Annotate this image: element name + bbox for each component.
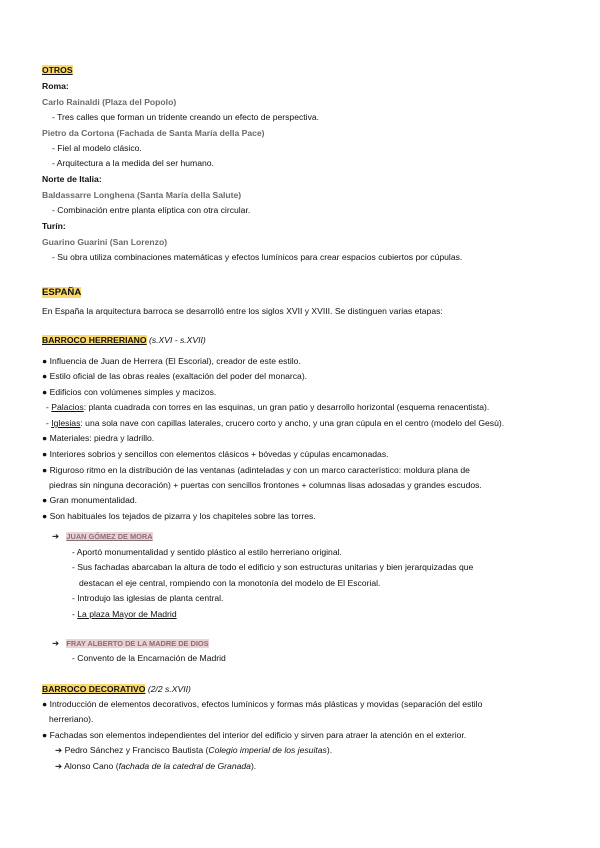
bullet-icon: ● — [42, 371, 48, 381]
author-text: Alonso Cano ( — [64, 761, 119, 771]
mora-point-4 — [72, 608, 177, 620]
list-item-text: Riguroso ritmo en la distribución de las ventanas (adinteladas y con un marco característico: moldura plana de — [49, 465, 470, 475]
espana-intro: En España la arquitectura barroca se desarrolló entre los siglos XVII y XVIII. Se distinguen varias etapas: — [42, 306, 443, 316]
bullet-icon: ● — [42, 465, 48, 475]
decorativo-heading-text: BARROCO DECORATIVO — [42, 684, 146, 694]
author-item — [55, 744, 332, 756]
bullet-icon: ● — [42, 387, 48, 397]
arrow-icon: ➔ — [52, 531, 60, 541]
fray-name: FRAY ALBERTO DE LA MADRE DE DIOS — [66, 639, 209, 648]
dash: - — [72, 609, 78, 619]
list-item — [42, 432, 154, 444]
work-title: Colegio imperial de los jesuitas — [208, 745, 327, 755]
guarini-point: - Su obra utiliza combinaciones matemáticas y efectos lumínicos para crear espacios cubiertos por cúpulas. — [52, 252, 463, 262]
list-item — [42, 355, 301, 367]
arrow-icon: ➔ — [52, 638, 60, 648]
cortona-title: Pietro da Cortona (Fachada de Santa María della Pace) — [42, 128, 265, 138]
list-item — [42, 494, 137, 506]
mora-point-2-continuation: destacan el eje central, rompiendo con la monotonía del modelo de El Escorial. — [79, 578, 381, 588]
list-item-text: Materiales: piedra y ladrillo. — [49, 433, 155, 443]
author-text: Pedro Sánchez y Francisco Bautista ( — [64, 745, 209, 755]
arrow-icon: ➔ — [55, 745, 63, 755]
bullet-icon: ● — [42, 730, 48, 740]
palacios-item: - Palacios: planta cuadrada con torres en las esquinas, un gran patio y desarrollo horizontal (esquema renacentista). — [46, 402, 490, 412]
rainaldi-title: Carlo Rainaldi (Plaza del Popolo) — [42, 97, 177, 107]
list-item — [42, 729, 466, 741]
longhena-title: Baldassarre Longhena (Santa María della Salute) — [42, 190, 242, 200]
author-item — [55, 760, 256, 772]
bullet-icon: ● — [42, 449, 48, 459]
cortona-point-1: - Fiel al modelo clásico. — [52, 143, 142, 153]
palacios-text: : planta cuadrada con torres en las esquinas, un gran patio y desarrollo horizontal (esquema renacentista). — [83, 402, 490, 412]
work-title: fachada de la catedral de Granada — [118, 761, 251, 771]
list-item-text: Fachadas son elementos independientes del interior del edificio y sirven para atraer la atención en el exterior. — [49, 730, 467, 740]
mora-point-3: - Introdujo las iglesias de planta central. — [72, 593, 224, 603]
rainaldi-point: - Tres calles que forman un tridente creando un efecto de perspectiva. — [52, 112, 320, 122]
espana-heading-text: ESPAÑA — [42, 287, 82, 298]
cortona-point-2: - Arquitectura a la medida del ser humano. — [52, 158, 214, 168]
bullet-icon: ● — [42, 433, 48, 443]
mora-name: JUAN GÓMEZ DE MORA — [66, 532, 153, 541]
list-item — [42, 370, 307, 382]
herreriano-period: (s.XVI - s.XVII) — [148, 335, 206, 345]
bullet-icon: ● — [42, 511, 48, 521]
arrow-icon: ➔ — [55, 761, 63, 771]
bullet-icon: ● — [42, 356, 48, 366]
list-item-text: Interiores sobrios y sencillos con elementos clásicos + bóvedas y cúpulas encamonadas. — [49, 449, 389, 459]
longhena-point: - Combinación entre planta elíptica con otra circular. — [52, 205, 251, 215]
bullet-icon: ● — [42, 495, 48, 505]
bullet-icon: ● — [42, 699, 48, 709]
list-item-continuation: herreriano). — [49, 714, 94, 724]
author-text-end: ). — [250, 761, 257, 771]
list-item-text: Gran monumentalidad. — [49, 495, 138, 505]
list-item-text: Introducción de elementos decorativos, efectos lumínicos y formas más plásticas y movidas (separación del estilo — [49, 699, 483, 709]
list-item-text: Influencia de Juan de Herrera (El Escorial), creador de este estilo. — [49, 356, 301, 366]
palacios-label: Palacios — [51, 402, 84, 412]
list-item — [42, 448, 389, 460]
herreriano-heading — [42, 334, 206, 346]
list-item-text: Edificios con volúmenes simples y macizos. — [49, 387, 217, 397]
author-text-end: ). — [326, 745, 333, 755]
list-item — [42, 698, 482, 710]
iglesias-label: Iglesias — [51, 418, 81, 428]
list-item-continuation: piedras sin ninguna decoración) + puertas con sencillos frontones + columnas lisas adosadas y grandes escudos. — [49, 480, 482, 490]
list-item — [42, 510, 316, 522]
fray-heading — [52, 637, 209, 650]
iglesias-text: : una sola nave con capillas laterales, crucero corto y ancho, y una gran cúpula en el centro (modelo del Gesù). — [80, 418, 505, 428]
espana-heading — [42, 287, 81, 299]
otros-heading — [42, 64, 73, 76]
fray-point-1: - Convento de la Encarnación de Madrid — [72, 653, 226, 663]
iglesias-item: - Iglesias: una sola nave con capillas laterales, crucero corto y ancho, y una gran cúpula en el centro (modelo del Gesù). — [46, 418, 505, 428]
list-item — [42, 464, 470, 476]
mora-heading — [52, 530, 153, 543]
turin-label: Turín: — [42, 221, 66, 231]
norte-label: Norte de Italia: — [42, 174, 102, 184]
otros-heading-text: OTROS — [42, 65, 73, 75]
decorativo-heading — [42, 683, 191, 695]
roma-label: Roma: — [42, 81, 69, 91]
plaza-mayor-link: La plaza Mayor de Madrid — [77, 609, 177, 619]
mora-point-1: - Aportó monumentalidad y sentido plástico al estilo herreriano original. — [72, 547, 342, 557]
guarini-title: Guarino Guarini (San Lorenzo) — [42, 237, 168, 247]
list-item-text: Estilo oficial de las obras reales (exaltación del poder del monarca). — [49, 371, 308, 381]
list-item — [42, 386, 216, 398]
herreriano-heading-text: BARROCO HERRERIANO — [42, 335, 147, 345]
decorativo-period: (2/2 s.XVII) — [147, 684, 191, 694]
list-item-text: Son habituales los tejados de pizarra y los chapiteles sobre las torres. — [49, 511, 316, 521]
mora-point-2: - Sus fachadas abarcaban la altura de todo el edificio y son estructuras unitarias y bien jerarquizadas que — [72, 562, 474, 572]
